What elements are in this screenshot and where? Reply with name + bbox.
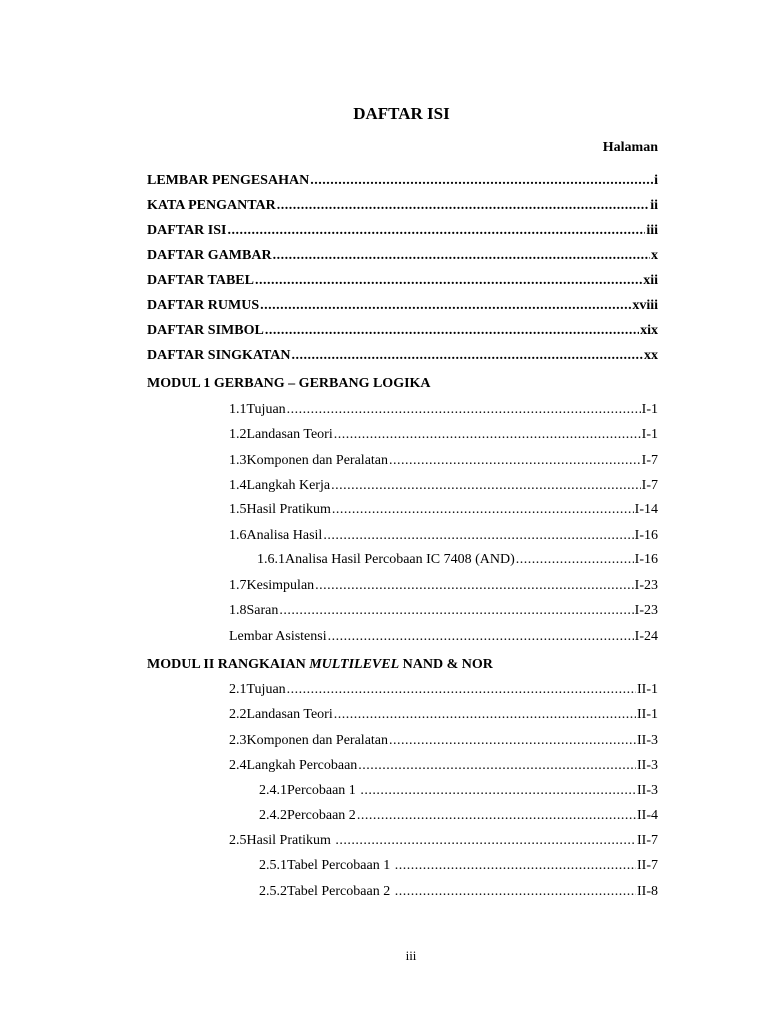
toc-entry-number: 1.8 [229, 603, 247, 618]
toc-entry-2-1[interactable] [229, 680, 658, 700]
toc-entry-page: xx [644, 348, 658, 363]
dot-leader [323, 526, 633, 546]
toc-entry-page: xviii [632, 298, 658, 313]
toc-entry-label: Lembar Asistensi [229, 629, 327, 644]
toc-entry-label: DAFTAR GAMBAR [147, 248, 272, 263]
toc-entry-number: 2.2 [229, 707, 247, 722]
toc-entry-2-5[interactable] [229, 831, 658, 851]
toc-entry-lembar-asistensi[interactable] [229, 627, 658, 647]
toc-entry-label: Percobaan 1 [287, 783, 360, 798]
toc-entry-page: I-7 [641, 478, 658, 493]
toc-entry-2-4[interactable] [229, 756, 658, 776]
dot-leader [265, 321, 639, 341]
toc-entry-page: I-16 [634, 552, 658, 567]
toc-entry-page: ii [650, 198, 658, 213]
toc-entry-label: DAFTAR ISI [147, 223, 227, 238]
toc-entry-number: 2.1 [229, 682, 247, 697]
toc-entry-number: 1.4 [229, 478, 247, 493]
toc-entry-number: 2.4.2 [259, 808, 287, 823]
toc-entry-page: i [654, 173, 658, 188]
toc-entry-number: 2.4 [229, 758, 247, 773]
toc-entry-number: 2.5.2 [259, 884, 287, 899]
toc-entry-daftar-singkatan[interactable] [147, 346, 658, 366]
dot-leader [331, 476, 641, 496]
toc-entry-number: 1.3 [229, 453, 247, 468]
toc-entry-label: Komponen dan Peralatan [246, 733, 389, 748]
modul1-heading-text: MODUL 1 GERBANG – GERBANG LOGIKA [147, 376, 431, 391]
modul2-heading-suffix: NAND & NOR [399, 657, 493, 672]
dot-leader [287, 400, 641, 420]
toc-entry-1-7[interactable] [229, 576, 658, 596]
toc-entry-label: Hasil Pratikum [246, 833, 335, 848]
toc-entry-number: 1.7 [229, 578, 247, 593]
toc-entry-label: KATA PENGANTAR [147, 198, 276, 213]
toc-entry-number: 2.3 [229, 733, 247, 748]
dot-leader [292, 346, 643, 366]
toc-entry-label: DAFTAR SINGKATAN [147, 348, 291, 363]
toc-entry-2-3[interactable] [229, 731, 658, 751]
toc-entry-2-4-1[interactable] [259, 781, 658, 801]
toc-entry-label: Landasan Teori [246, 427, 333, 442]
toc-entry-page: I-1 [641, 402, 658, 417]
toc-entry-1-8[interactable] [229, 601, 658, 621]
toc-entry-number: 1.6.1 [257, 552, 285, 567]
toc-entry-number: 1.5 [229, 502, 247, 517]
toc-entry-label: Tujuan [246, 402, 286, 417]
toc-entry-label: Percobaan 2 [287, 808, 356, 823]
modul1-heading[interactable] [147, 374, 658, 394]
toc-entry-1-2[interactable] [229, 425, 658, 445]
toc-entry-label: DAFTAR RUMUS [147, 298, 260, 313]
toc-entry-1-4[interactable] [229, 476, 658, 496]
modul2-heading-italic: MULTILEVEL [309, 657, 400, 672]
dot-leader [279, 601, 633, 621]
toc-entry-page: iii [646, 223, 658, 238]
toc-entry-page: xii [643, 273, 658, 288]
toc-entry-lembar-pengesahan[interactable] [147, 171, 658, 191]
dot-leader [277, 196, 649, 216]
toc-entry-number: 1.2 [229, 427, 247, 442]
toc-entry-label: DAFTAR SIMBOL [147, 323, 264, 338]
dot-leader [260, 296, 631, 316]
toc-entry-daftar-gambar[interactable] [147, 246, 658, 266]
toc-entry-2-2[interactable] [229, 705, 658, 725]
dot-leader [315, 576, 634, 596]
toc-entry-label: Landasan Teori [246, 707, 333, 722]
dot-leader [287, 680, 636, 700]
dot-leader [516, 550, 634, 570]
toc-entry-label: Tabel Percobaan 1 [287, 858, 394, 873]
dot-leader [335, 831, 636, 851]
toc-entry-page: II-1 [637, 707, 658, 722]
toc-entry-label: Saran [246, 603, 279, 618]
modul2-heading-prefix: MODUL II RANGKAIAN [147, 657, 310, 672]
dot-leader [310, 171, 653, 191]
modul2-heading[interactable] [147, 655, 658, 675]
toc-entry-page: II-3 [637, 758, 658, 773]
dot-leader [334, 425, 641, 445]
page-column-header: Halaman [602, 140, 658, 155]
toc-entry-number: 1.1 [229, 402, 247, 417]
toc-entry-page: I-1 [641, 427, 658, 442]
toc-entry-label: Analisa Hasil Percobaan IC 7408 (AND) [285, 552, 515, 567]
toc-entry-label: DAFTAR TABEL [147, 273, 254, 288]
dot-leader [357, 806, 636, 826]
toc-entry-1-5[interactable] [229, 500, 658, 520]
toc-entry-1-1[interactable] [229, 400, 658, 420]
toc-entry-page: II-3 [637, 733, 658, 748]
toc-entry-page: II-1 [637, 682, 658, 697]
toc-entry-page: I-16 [634, 528, 658, 543]
toc-entry-page: I-23 [634, 578, 658, 593]
toc-entry-page: II-3 [637, 783, 658, 798]
toc-entry-kata-pengantar[interactable] [147, 196, 658, 216]
toc-entry-label: Langkah Percobaan [246, 758, 358, 773]
toc-entry-page: II-8 [637, 884, 658, 899]
toc-entry-label: Langkah Kerja [246, 478, 331, 493]
toc-entry-page: I-24 [634, 629, 658, 644]
toc-entry-2-4-2[interactable] [259, 806, 658, 826]
page-title: DAFTAR ISI [353, 104, 450, 123]
toc-entry-label: LEMBAR PENGESAHAN [147, 173, 310, 188]
toc-entry-page: I-14 [634, 502, 658, 517]
toc-entry-label: Analisa Hasil [246, 528, 323, 543]
toc-entry-daftar-tabel[interactable] [147, 271, 658, 291]
toc-entry-1-6-1[interactable] [257, 550, 658, 570]
toc-entry-page: I-23 [634, 603, 658, 618]
toc-entry-page: II-7 [637, 858, 658, 873]
dot-leader [358, 756, 636, 776]
toc-entry-page: I-7 [641, 453, 658, 468]
toc-entry-label: Komponen dan Peralatan [246, 453, 389, 468]
toc-entry-number: 1.6 [229, 528, 247, 543]
dot-leader [332, 500, 634, 520]
toc-entry-label: Tujuan [246, 682, 286, 697]
dot-leader [389, 451, 641, 471]
toc-entry-1-3[interactable] [229, 451, 658, 471]
toc-entry-daftar-isi[interactable] [147, 221, 658, 241]
dot-leader [273, 246, 650, 266]
toc-entry-page: II-7 [637, 833, 658, 848]
toc-entry-number: 2.4.1 [259, 783, 287, 798]
dot-leader [334, 705, 636, 725]
dot-leader [389, 731, 636, 751]
toc-entry-page: II-4 [637, 808, 658, 823]
toc-entry-2-5-1[interactable] [259, 856, 658, 876]
toc-entry-page: xix [640, 323, 658, 338]
toc-entry-daftar-simbol[interactable] [147, 321, 658, 341]
toc-entry-page: x [651, 248, 658, 263]
dot-leader [360, 781, 636, 801]
dot-leader [328, 627, 634, 647]
toc-entry-2-5-2[interactable] [259, 882, 658, 902]
toc-entry-1-6[interactable] [229, 526, 658, 546]
toc-entry-daftar-rumus[interactable] [147, 296, 658, 316]
dot-leader [255, 271, 642, 291]
toc-entry-number: 2.5.1 [259, 858, 287, 873]
dot-leader [395, 856, 636, 876]
toc-entry-label: Kesimpulan [246, 578, 315, 593]
toc-entry-label: Tabel Percobaan 2 [287, 884, 394, 899]
page-number: iii [405, 948, 417, 963]
toc-entry-number: 2.5 [229, 833, 247, 848]
dot-leader [227, 221, 645, 241]
dot-leader [395, 882, 636, 902]
toc-entry-label: Hasil Pratikum [246, 502, 331, 517]
